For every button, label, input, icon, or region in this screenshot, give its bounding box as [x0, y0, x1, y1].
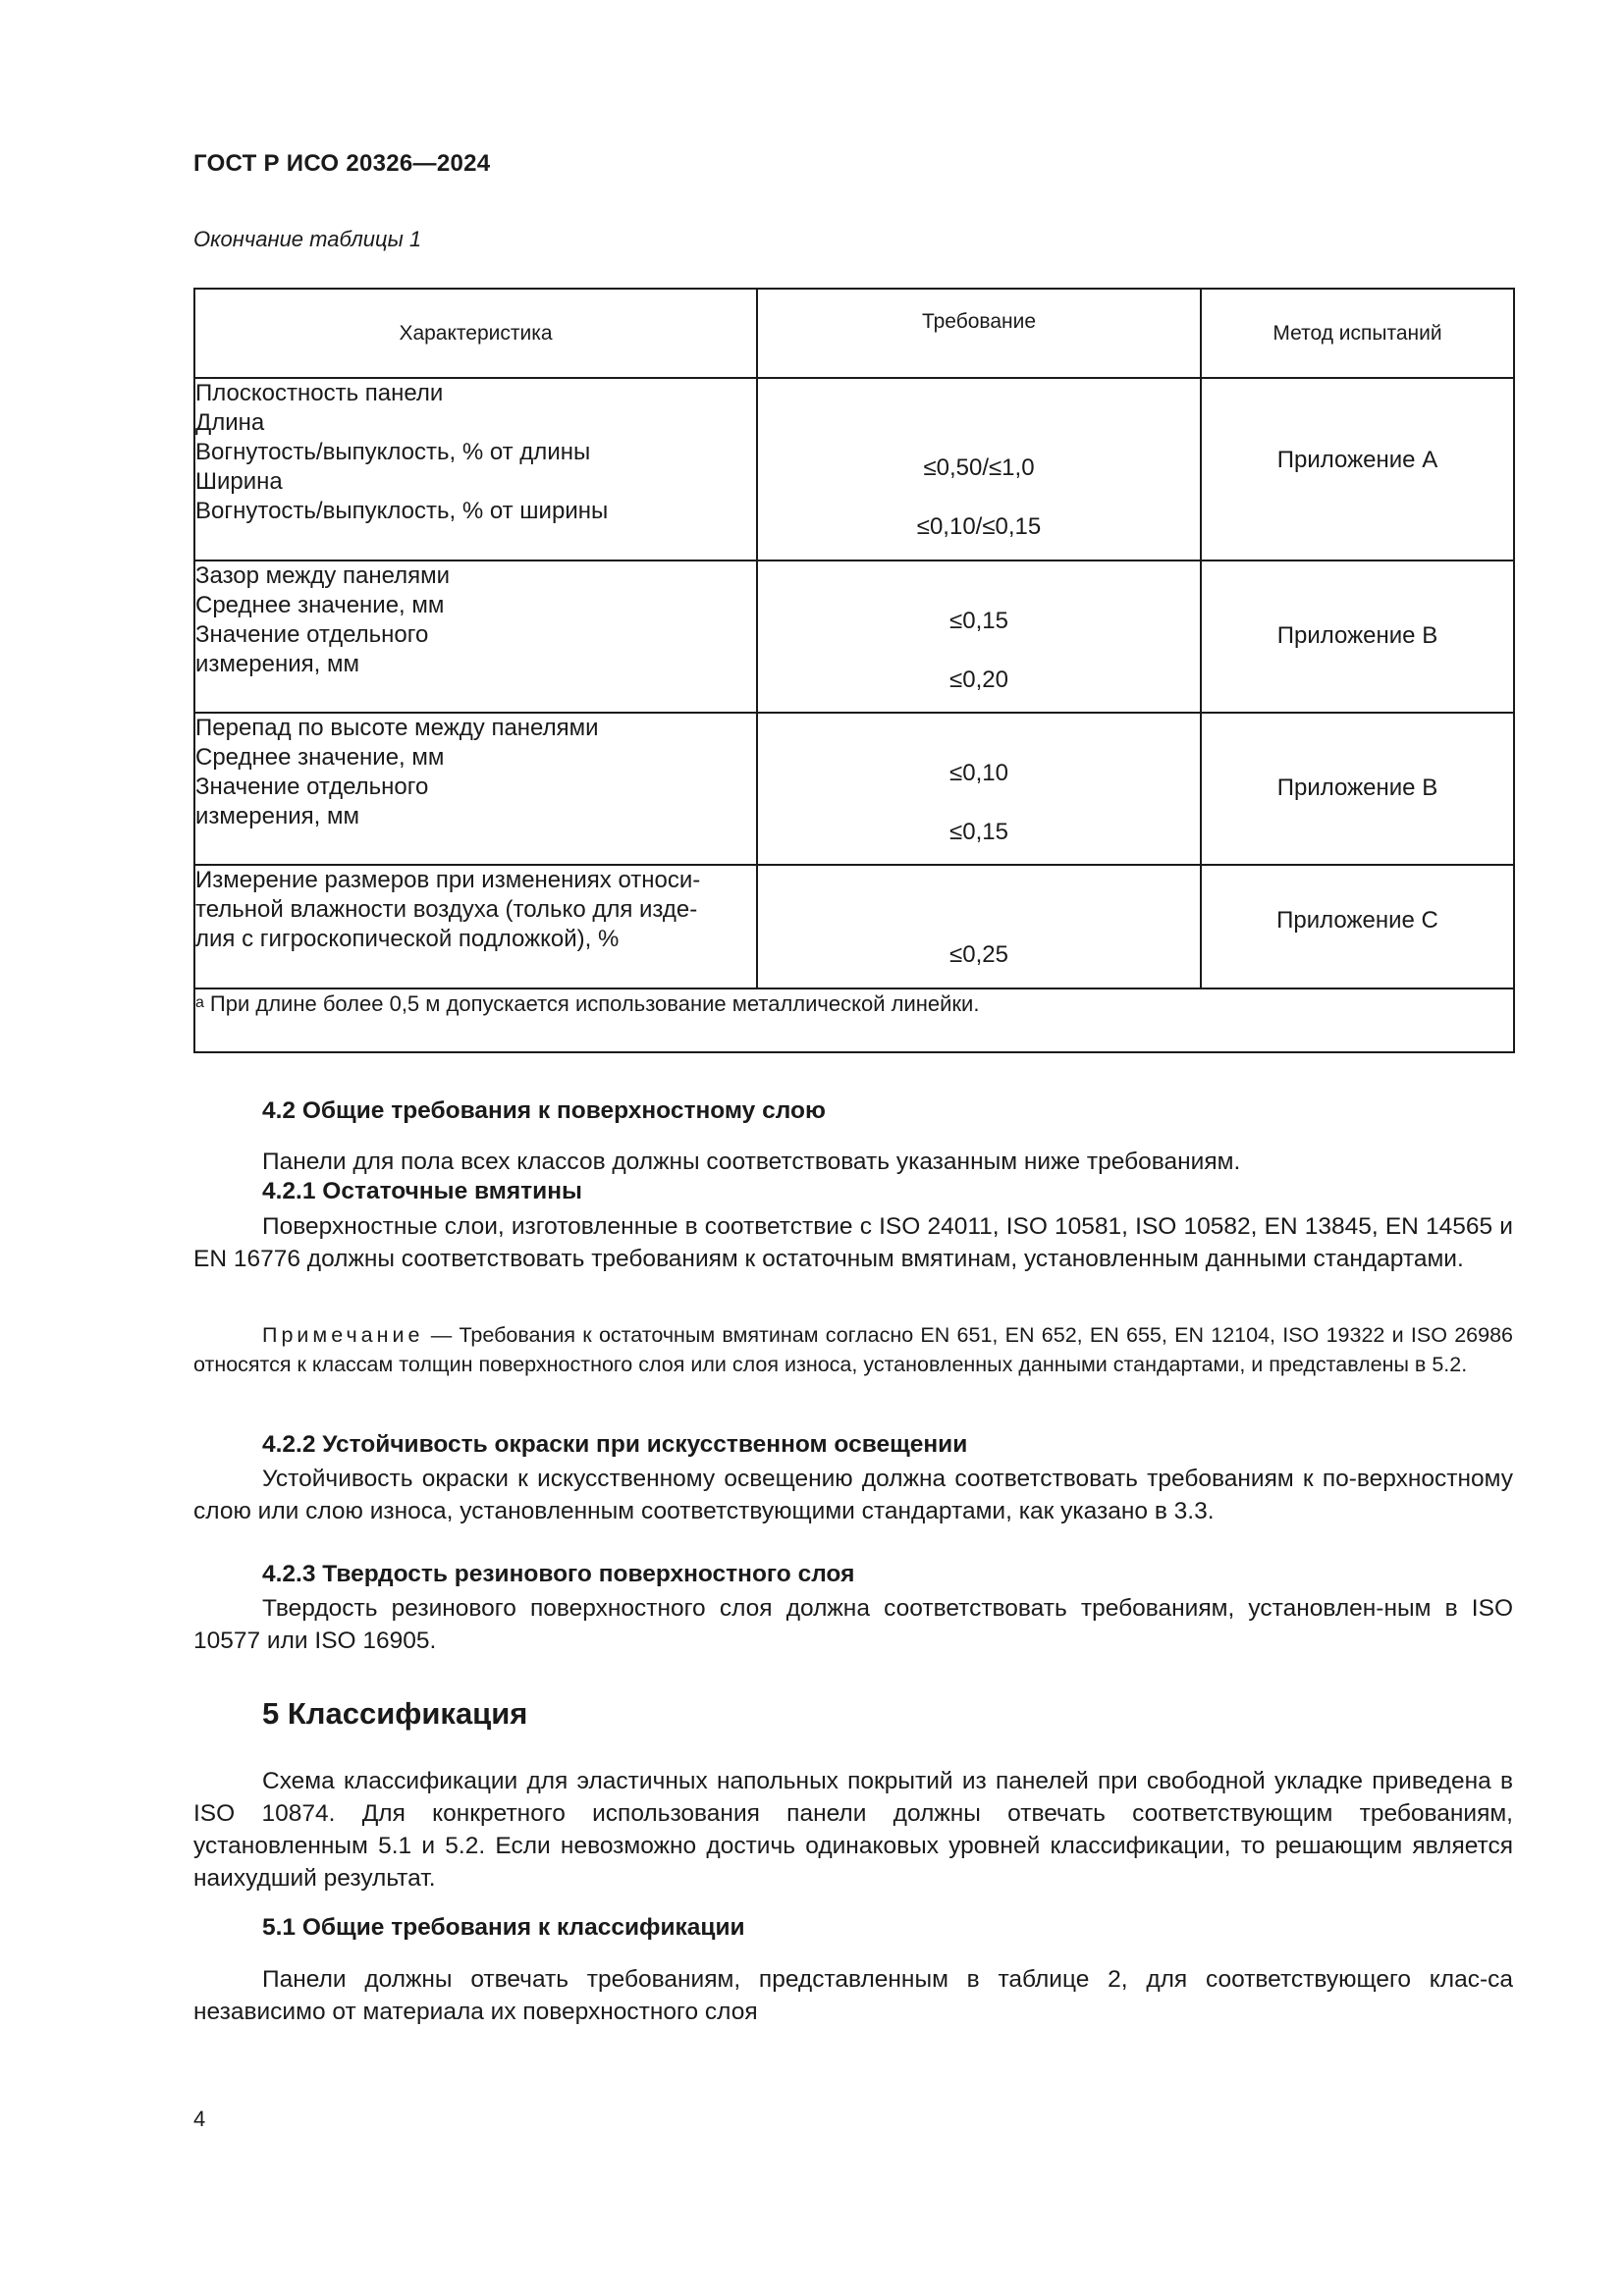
section-4-2-3-text: Твердость резинового поверхностного слоя должна соответствовать требованиям, установлен-ным в ISO 10577 или ISO 16905. [193, 1595, 1513, 1654]
section-4-2-title: 4.2 Общие требования к поверхностному слою [262, 1097, 826, 1124]
characteristic-line: Среднее значение, мм [195, 744, 445, 771]
requirement-value: ≤0,10 [949, 760, 1008, 786]
requirement-line [758, 483, 1200, 512]
requirement-line [758, 424, 1200, 454]
method-cell [1201, 865, 1514, 988]
requirement-value: ≤0,25 [949, 941, 1008, 968]
characteristic-line: Перепад по высоте между панелями [195, 715, 599, 741]
section-4-2-2-text: Устойчивость окраски к искусственному освещению должна соответствовать требованиям к по-верхностному слою или слою износа, установленным соответствующими стандартами, как указано в 3.3. [193, 1466, 1513, 1524]
method-cell [1201, 561, 1514, 713]
method-value: Приложение В [1276, 621, 1438, 649]
table-caption: Окончание таблицы 1 [193, 227, 422, 251]
requirement-line [758, 911, 1200, 940]
requirement-line [758, 395, 1200, 424]
characteristic-cell [194, 561, 757, 713]
table-header-row [194, 289, 1514, 378]
characteristic-line: Плоскостность панели [195, 380, 444, 406]
column-header-characteristic: Характеристика [194, 289, 757, 378]
characteristic-line: Значение отдельного [195, 621, 429, 648]
method-cell [1201, 378, 1514, 561]
requirement-line [758, 636, 1200, 666]
requirement-line [758, 577, 1200, 607]
requirement-value: ≤0,10/≤0,15 [916, 513, 1042, 540]
document-code: ГОСТ Р ИСО 20326—2024 [193, 150, 491, 177]
characteristic-cell [194, 378, 757, 561]
table-row [194, 378, 1514, 561]
requirement-value: ≤0,15 [949, 608, 1008, 634]
footnote-text: При длине более 0,5 м допускается использование металлической линейки. [209, 991, 980, 1016]
requirement-value: ≤0,20 [949, 667, 1008, 693]
section-4-2-1-text: Поверхностные слои, изготовленные в соответствие с ISO 24011, ISO 10581, ISO 10582, EN 13845, EN 14565 и EN 16776 должны соответствовать требованиям к остаточным вмятинам, установленным данными стандартами. [193, 1213, 1513, 1272]
section-5-text: Схема классификации для эластичных напольных покрытий из панелей при свободной укладке приведена в ISO 10874. Для конкретного использования панели должны отвечать соответствующим требованиям, установленным 5.1 и 5.2. Если невозможно достичь одинаковых уровней классификации, то решающим является наихудший результат. [193, 1768, 1513, 1892]
method-cell [1201, 713, 1514, 865]
page-number: 4 [193, 2107, 206, 2131]
characteristic-cell [194, 865, 757, 988]
table-row [194, 865, 1514, 988]
note-label: Примечание [262, 1323, 424, 1347]
requirement-cell [757, 378, 1201, 561]
table-row [194, 713, 1514, 865]
method-value: Приложение С [1276, 907, 1438, 934]
method-value: Приложение А [1276, 447, 1438, 473]
requirement-cell [757, 561, 1201, 713]
requirement-cell [757, 713, 1201, 865]
characteristic-line: тельной влажности воздуха (только для изде- [195, 896, 698, 923]
characteristic-line: Измерение размеров при изменениях относи- [195, 867, 701, 893]
section-5-title: 5 Классификация [262, 1696, 528, 1731]
method-value: Приложение В [1276, 774, 1438, 801]
characteristic-cell [194, 713, 757, 865]
footnote-marker: а [195, 994, 204, 1011]
characteristic-line: Среднее значение, мм [195, 592, 445, 618]
characteristic-line: Длина [195, 409, 265, 436]
section-4-2-1-title: 4.2.1 Остаточные вмятины [262, 1178, 582, 1204]
characteristic-line: лия с гигроскопической подложкой), % [195, 926, 620, 952]
section-5-1-title: 5.1 Общие требования к классификации [262, 1914, 745, 1941]
note-paragraph [193, 1320, 1513, 1379]
characteristic-line: измерения, мм [195, 803, 359, 829]
section-5-1-text: Панели должны отвечать требованиям, представленным в таблице 2, для соответствующего клас-са независимо от материала их поверхностного слоя [193, 1966, 1513, 2025]
table-row [194, 561, 1514, 713]
section-4-2-2-title: 4.2.2 Устойчивость окраски при искусственном освещении [262, 1431, 968, 1458]
characteristic-line: Вогнутость/выпуклость, % от ширины [195, 498, 609, 524]
requirement-line [758, 729, 1200, 759]
note-text: — Требования к остаточным вмятинам согласно EN 651, EN 652, EN 655, EN 12104, ISO 19322 и ISO 26986 относятся к классам толщин поверхностного слоя или слоя износа, установленных данными стандартами, и представлены в 5.2. [193, 1323, 1513, 1376]
requirement-line [758, 788, 1200, 818]
characteristic-line: измерения, мм [195, 651, 359, 677]
column-header-requirement: Требование [757, 289, 1201, 378]
requirement-value: ≤0,15 [949, 819, 1008, 845]
table-footnote [194, 988, 1514, 1052]
table-footnote-row [194, 988, 1514, 1052]
section-4-2-text: Панели для пола всех классов должны соответствовать указанным ниже требованиям. [262, 1148, 1241, 1175]
requirement-line [758, 881, 1200, 911]
requirements-table [193, 288, 1515, 1053]
characteristic-line: Значение отдельного [195, 774, 429, 800]
characteristic-line: Вогнутость/выпуклость, % от длины [195, 439, 591, 465]
section-4-2-3-title: 4.2.3 Твердость резинового поверхностного слоя [262, 1561, 855, 1587]
characteristic-line: Зазор между панелями [195, 562, 451, 589]
column-header-method: Метод испытаний [1201, 289, 1514, 378]
characteristic-line: Ширина [195, 468, 283, 495]
requirement-cell [757, 865, 1201, 988]
requirement-value: ≤0,50/≤1,0 [923, 454, 1035, 481]
